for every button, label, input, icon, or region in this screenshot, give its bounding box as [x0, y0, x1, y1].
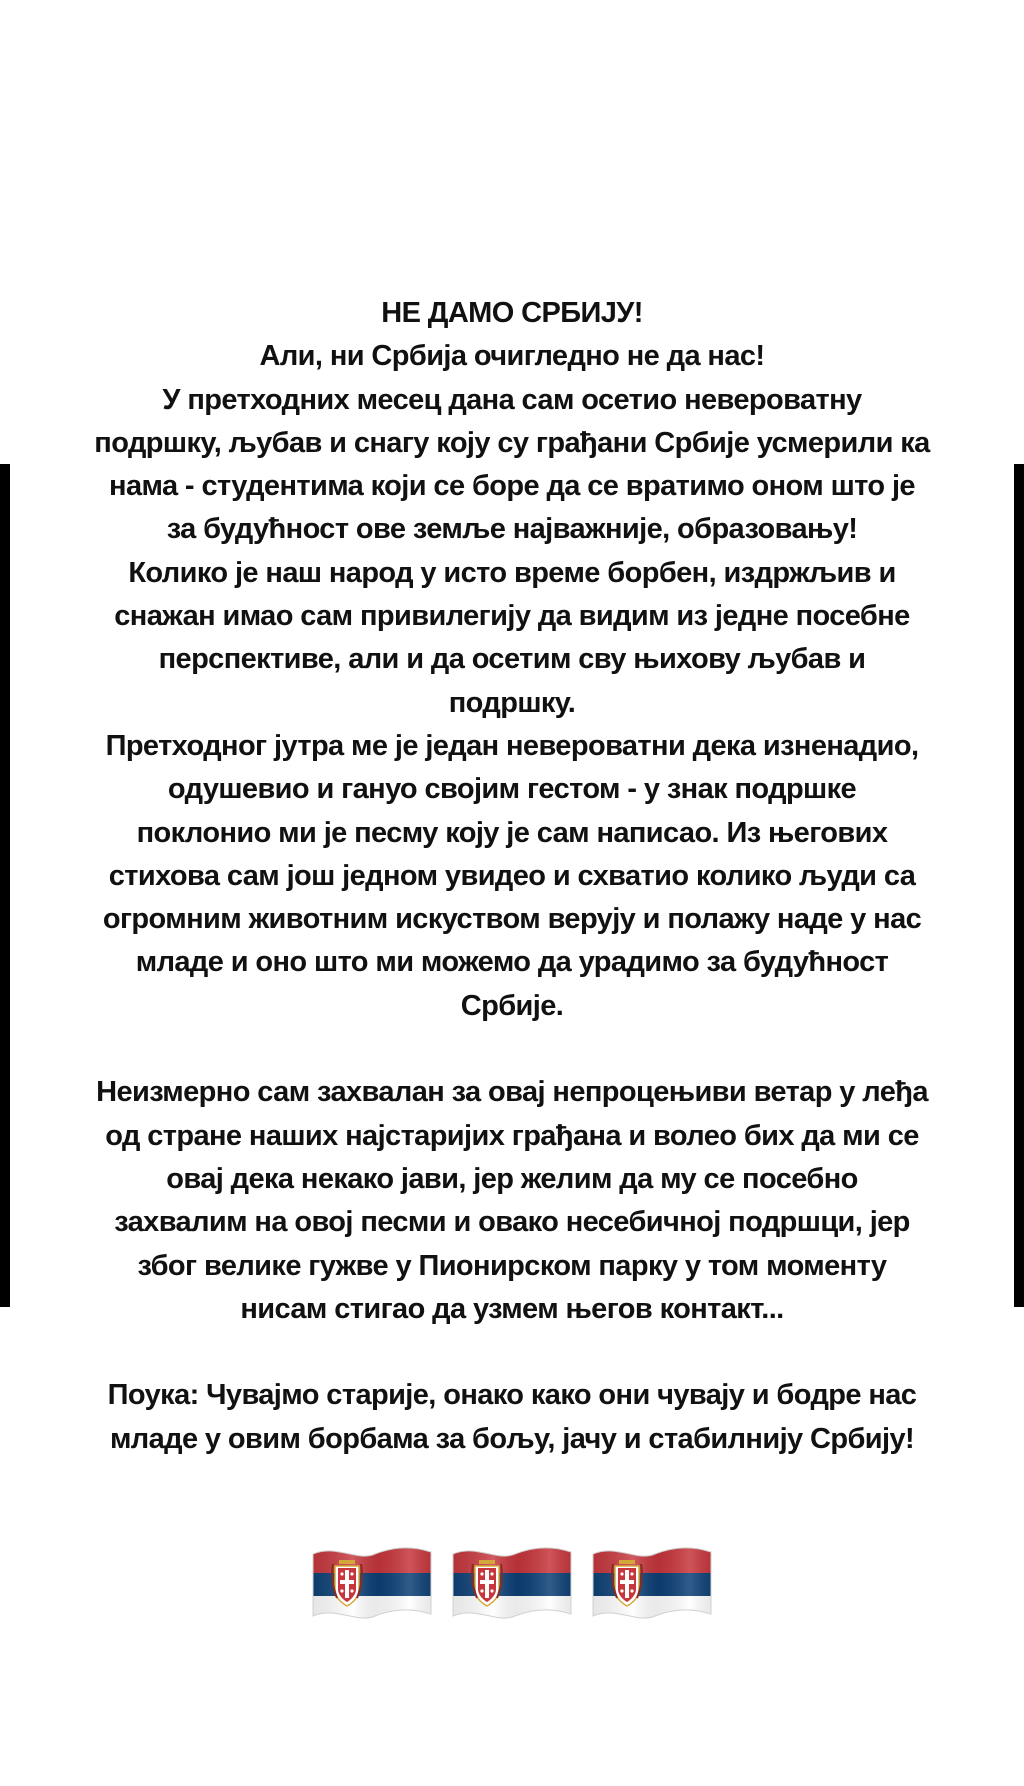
paragraph-gap: [30, 1028, 994, 1071]
serbian-flag-icon: [309, 1540, 435, 1628]
story-line: Колико је наш народ у исто време борбен, издржљив и: [128, 556, 896, 589]
story-line: нисам стигао да узмем његов контакт...: [240, 1292, 784, 1325]
story-line: снажан имао сам привилегију да видим из једне посебне: [114, 600, 910, 633]
story-line: за будућност ове земље најважније, образовању!: [166, 513, 858, 546]
story-line: подршку, љубав и снагу коју су грађани Србије усмерили ка: [94, 426, 930, 459]
story-line: од стране наших најстаријих грађана и волео бих да ми се: [105, 1119, 919, 1152]
left-edge-bar: [0, 464, 10, 1307]
story-line: Србије.: [460, 989, 564, 1022]
story-line: овај дека некако јави, јер желим да му се посебно: [166, 1162, 858, 1195]
story-text: [30, 292, 994, 1461]
story-line: Претходног јутра ме је један невероватни дека изненадио,: [105, 729, 919, 762]
story-line: огромним животним искуством верују и полажу наде у нас: [102, 903, 922, 936]
story-line: младе у овим борбама за бољу, јачу и стабилнију Србију!: [109, 1422, 915, 1455]
story-line: захвалим на овој песми и овако несебичној подршци, јер: [114, 1206, 910, 1239]
story-line: Поука: Чувајмо старије, онако како они чувају и бодре нас: [107, 1379, 917, 1412]
story-line: У претходних месец дана сам осетио невероватну: [162, 383, 862, 416]
story-line: подршку.: [448, 686, 576, 719]
flag-emoji-row: [0, 1540, 1024, 1632]
story-line: перспективе, али и да осетим сву њихову љубав и: [158, 643, 866, 676]
story-line: младе и оно што ми можемо да урадимо за будућност: [135, 946, 889, 979]
story-line: поклонио ми је песму коју је сам написао. Из његових: [136, 816, 888, 849]
serbian-flag-icon: [589, 1540, 715, 1628]
story-line: одушевио и гануо својим гестом - у знак подршке: [167, 773, 857, 806]
serbian-flag-icon: [449, 1540, 575, 1628]
right-edge-bar: [1014, 464, 1024, 1307]
story-line: Неизмерно сам захвалан за овај непроцењиви ветар у леђа: [96, 1076, 928, 1109]
story-line: због велике гужве у Пионирском парку у том моменту: [137, 1249, 887, 1282]
story-line: нама - студентима који се боре да се вратимо оном што је: [109, 470, 915, 503]
story-line: стихова сам још једном увидео и схватио колико људи са: [108, 859, 916, 892]
paragraph-gap: [30, 1331, 994, 1374]
story-line: Али, ни Србија очигледно не да нас!: [259, 340, 765, 373]
story-heading: НЕ ДАМО СРБИЈУ!: [381, 297, 643, 329]
